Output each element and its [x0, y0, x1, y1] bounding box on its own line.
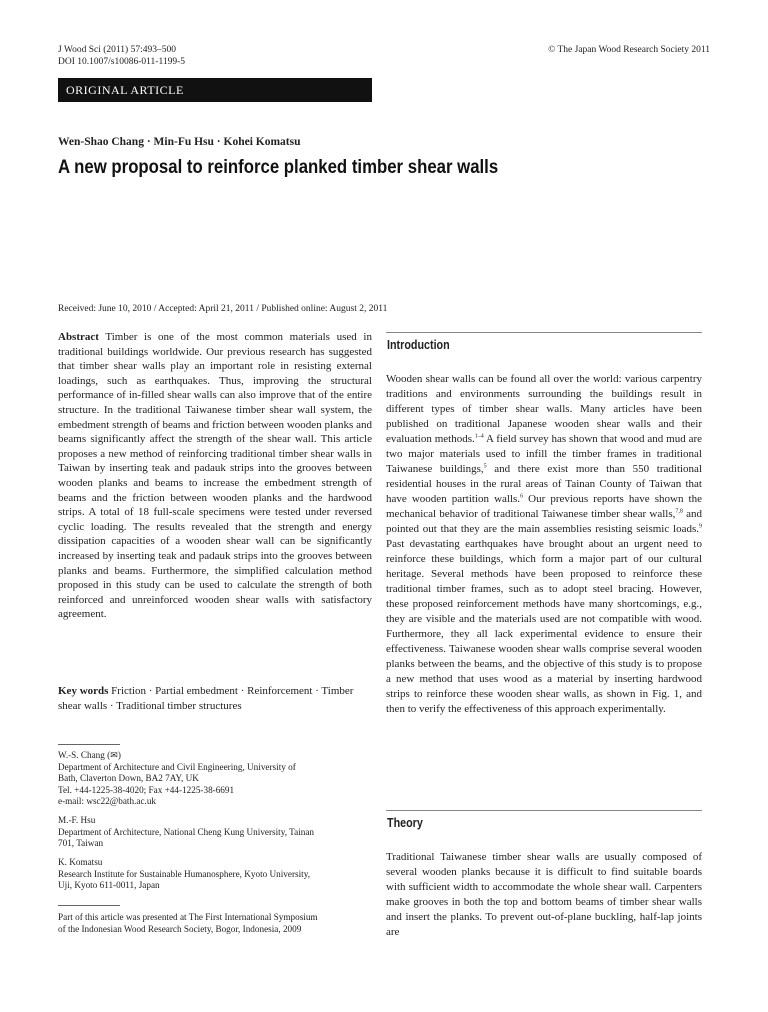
email-link[interactable]: e-mail: wsc22@bath.ac.uk [58, 796, 157, 806]
doi[interactable]: DOI 10.1007/s10086-011-1199-5 [58, 57, 186, 67]
copyright: © The Japan Wood Research Society 2011 [548, 45, 710, 55]
affiliation-name: W.-S. Chang (✉) [58, 750, 121, 760]
affiliation-divider [58, 744, 120, 745]
citation-ref[interactable]: 7,8 [675, 508, 683, 515]
introduction-heading: Introduction [387, 338, 450, 352]
intro-text-run: and there exist more than 550 traditional residential houses in the rural areas of Tainan County of Taiwan that have wooden partition walls. [386, 463, 702, 505]
introduction-rule [386, 332, 702, 333]
affiliation-line: 701, Taiwan [58, 838, 104, 848]
intro-text-run: Wooden shear walls can be found all over the world: various carpentry traditions and environments surrounding the buildings result in different types of timber shear walls. Many articles have been published on traditional Japanese wooden shear walls and their evaluation methods. [386, 373, 702, 445]
keywords [58, 684, 372, 714]
affiliation-chang [58, 750, 372, 808]
authors: Wen-Shao Chang · Min-Fu Hsu · Kohei Komatsu [58, 136, 301, 148]
citation-ref[interactable]: 1–4 [474, 433, 484, 440]
affiliation-name: M.-F. Hsu [58, 815, 96, 825]
affiliation-line: Department of Architecture, National Cheng Kung University, Tainan [58, 826, 315, 837]
abstract-text: Timber is one of the most common materials used in traditional buildings worldwide. Our previous research has suggested that timber shear walls play an important role in resisting external loadings, such as earthquakes. Thus, improving the structural performance of in-filled shear walls can also improve that of the entire structure. In the traditional Taiwanese timber shear wall system, the embedment strength of beams and friction between wooden planks and beams significantly affect the strength of the shear wall. This article proposes a new method of reinforcing traditional timber shear walls in Taiwan by inserting teak and padauk strips into the grooves between wooden planks and beams to increase the embedment strength of beams and the friction between wooden planks and the hardwood strips. A total of 18 full-scale specimens were tested under reversed cyclic loading. The results revealed that the strength and energy dissipation capacities of a wooden shear wall can be significantly increased by inserting teak and padauk strips into the grooves between planks and beams. Furthermore, the simplified calculation method proposed in this study can be used to calculate the strength of both reinforced and unreinforced wooden shear walls with satisfactory agreement. [58, 331, 372, 621]
introduction-text [386, 372, 702, 717]
footnote [58, 912, 372, 935]
journal-citation [58, 44, 185, 68]
affiliation-komatsu [58, 857, 372, 892]
citation-ref[interactable]: 5 [483, 463, 487, 470]
affiliation-hsu [58, 815, 372, 850]
keywords-text: Friction · Partial embedment · Reinforcement · Timber shear walls · Traditional timber structures [58, 685, 354, 712]
affiliation-name: K. Komatsu [58, 857, 103, 867]
affiliation-line: Department of Architecture and Civil Engineering, University of [58, 761, 296, 772]
intro-text-run: and pointed out that they are the main assemblies resisting seismic loads. [386, 508, 703, 535]
intro-text-run: Past devastating earthquakes have brought about an urgent need to reinforce these buildings, which form a major part of our cultural heritage. Several methods have been proposed to reinforce these traditional timber frames, such as to adopt steel bracing. However, these proposed reinforcement methods have many shortcomings, e.g., they are visible and the materials used are not compatible with wood. Furthermore, they all lack experimental evidence to ensure their effectiveness. Taiwanese wooden shear walls comprise several wooden planks between the beams, and the objective of this study is to propose a new method that uses wood as a material by inserting hardwood strips to reinforce these wooden shear walls, as shown in Fig. 1, and then to verify the effectiveness of this approach experimentally. [386, 538, 702, 715]
theory-heading: Theory [387, 816, 423, 830]
received-dates: Received: June 10, 2010 / Accepted: April 21, 2011 / Published online: August 2, 2011 [58, 304, 388, 314]
abstract-label: Abstract [58, 331, 99, 343]
theory-text: Traditional Taiwanese timber shear walls are usually composed of several wooden planks because it is difficult to find suitable boards with sufficient width to accommodate the whole shear wall. Carpenters make grooves in both the top and bottom beams of timber shear walls and insert the planks. To prevent out-of-plane buckling, half-lap joints are [386, 851, 702, 938]
affiliation-line: Research Institute for Sustainable Humanosphere, Kyoto University, [58, 868, 311, 879]
footnote-line: Part of this article was presented at The First International Symposium [58, 912, 318, 922]
affiliation-line: Uji, Kyoto 611-0011, Japan [58, 880, 160, 890]
affiliation-line: Bath, Claverton Down, BA2 7AY, UK [58, 773, 199, 783]
intro-text-run: Our previous reports have shown the mechanical behavior of traditional Taiwanese timber shear walls, [386, 493, 702, 520]
affiliation-line: Tel. +44-1225-38-4020; Fax +44-1225-38-6691 [58, 784, 235, 795]
citation-ref[interactable]: 9 [699, 523, 702, 530]
intro-text-run: A field survey has shown that wood and mud are two major materials used to infill the timber frames in traditional Taiwanese buildings, [386, 433, 703, 475]
article-type-label: ORIGINAL ARTICLE [66, 83, 184, 97]
keywords-label: Key words [58, 685, 109, 697]
footnote-line: of the Indonesian Wood Research Society, Bogor, Indonesia, 2009 [58, 923, 302, 934]
theory-rule [386, 810, 702, 811]
article-title: A new proposal to reinforce planked timber shear walls [58, 156, 499, 178]
article-type-banner [58, 78, 372, 102]
citation-ref[interactable]: 6 [520, 493, 524, 500]
footnote-divider [58, 905, 120, 906]
abstract [58, 330, 372, 622]
journal-line: J Wood Sci (2011) 57:493–500 [58, 45, 176, 55]
